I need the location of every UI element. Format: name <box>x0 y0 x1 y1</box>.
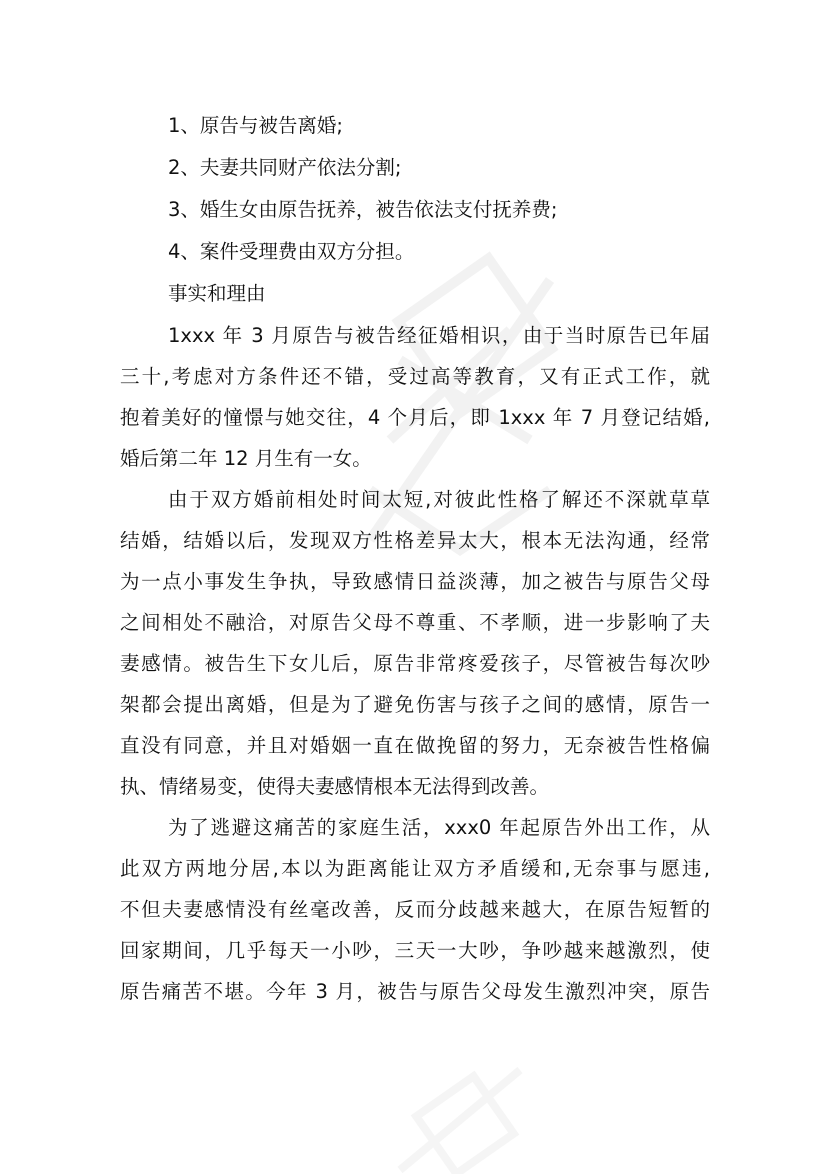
paragraph-line: 此双方两地分居,本以为距离能让双方矛盾缓和,无奈事与愿违, <box>120 857 710 880</box>
paragraph-line: 之间相处不融洽，对原告父母不尊重、不孝顺，进一步影响了夫 <box>120 611 710 634</box>
paragraph-3 <box>120 807 710 1012</box>
paragraph-line: 架都会提出离婚，但是为了避免伤害与孩子之间的感情，原告一 <box>120 693 710 716</box>
paragraph-1 <box>120 315 710 479</box>
paragraph-line: 为一点小事发生争执，导致感情日益淡薄，加之被告与原告父母 <box>120 570 710 593</box>
paragraph-line: 直没有同意，并且对婚姻一直在做挽留的努力，无奈被告性格偏 <box>120 734 710 757</box>
claim-item: 1、原告与被告离婚; <box>168 114 343 137</box>
paragraph-line: 执、情绪易变，使得夫妻感情根本无法得到改善。 <box>120 775 550 798</box>
claim-item: 2、夫妻共同财产依法分割; <box>168 156 402 179</box>
paragraph-line: 抱着美好的憧憬与她交往，4 个月后，即 1xxx 年 7 月登记结婚, <box>120 406 710 429</box>
paragraph-line: 1xxx 年 3 月原告与被告经征婚相识，由于当时原告已年届 <box>168 324 710 347</box>
claim-item: 3、婚生女由原告抚养，被告依法支付抚养费; <box>168 198 558 221</box>
paragraph-line: 结婚，结婚以后，发现双方性格差异太大，根本无法沟通，经常 <box>120 529 710 552</box>
paragraph-line: 婚后第二年 12 月生有一女。 <box>120 447 372 470</box>
paragraph-line: 不但夫妻感情没有丝毫改善，反而分歧越来越大，在原告短暂的 <box>120 898 710 921</box>
paragraph-line: 由于双方婚前相处时间太短,对彼此性格了解还不深就草草 <box>168 488 710 511</box>
paragraph-2 <box>120 479 710 807</box>
claim-item: 4、案件受理费由双方分担。 <box>168 240 415 263</box>
document-body <box>120 105 710 1012</box>
paragraph-line: 三十,考虑对方条件还不错，受过高等教育，又有正式工作，就 <box>120 365 710 388</box>
watermark-bottom-icon <box>380 1060 540 1174</box>
claims-list <box>120 105 710 273</box>
paragraph-line: 回家期间，几乎每天一小吵，三天一大吵，争吵越来越激烈，使 <box>120 939 710 962</box>
paragraph-line: 妻感情。被告生下女儿后，原告非常疼爱孩子，尽管被告每次吵 <box>120 652 710 675</box>
paragraph-line: 原告痛苦不堪。今年 3 月，被告与原告父母发生激烈冲突，原告 <box>120 980 710 1003</box>
paragraph-line: 为了逃避这痛苦的家庭生活，xxx0 年起原告外出工作，从 <box>168 816 710 839</box>
facts-heading: 事实和理由 <box>168 282 266 305</box>
